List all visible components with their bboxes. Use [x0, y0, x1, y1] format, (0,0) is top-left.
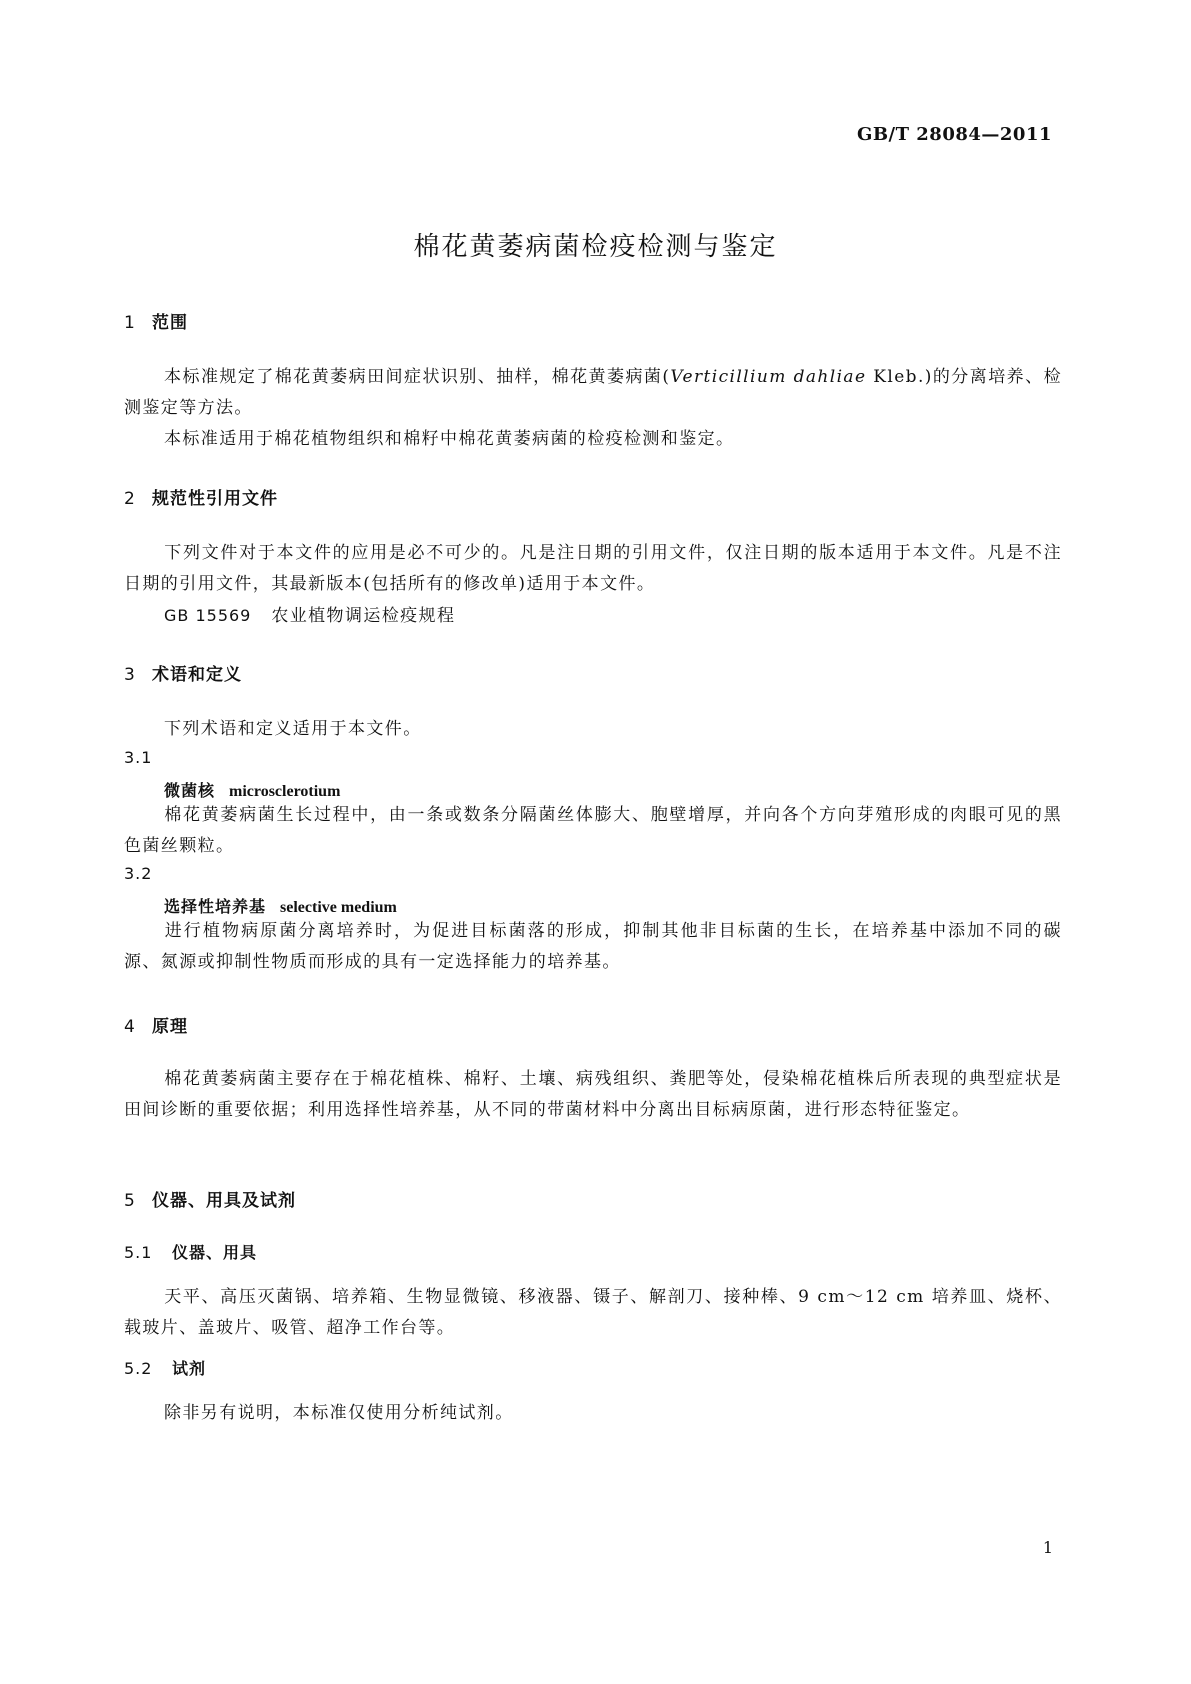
term-english: microsclerotium	[229, 783, 341, 800]
subsection-5-1-paragraph: 天平、高压灭菌锅、培养箱、生物显微镜、移液器、镊子、解剖刀、接种棒、9 cm～12 cm 培养皿、烧杯、载玻片、盖玻片、吸管、超净工作台等。	[124, 1287, 1062, 1338]
section-5-heading	[124, 1186, 296, 1211]
section-number: 3	[124, 665, 136, 685]
section-title: 原理	[152, 1017, 188, 1037]
subsection-title: 仪器、用具	[172, 1243, 258, 1262]
term-3-2-number: 3.2	[124, 864, 153, 883]
section-number: 5	[124, 1191, 136, 1211]
reference-title: 农业植物调运检疫规程	[271, 606, 456, 626]
section-title: 规范性引用文件	[152, 489, 278, 509]
reference-code: GB 15569	[164, 606, 252, 625]
page-number: 1	[1042, 1538, 1053, 1557]
document-title: 棉花黄萎病菌检疫检测与鉴定	[413, 232, 778, 262]
term-chinese: 微菌核	[164, 781, 216, 800]
section-1-paragraph-2: 本标准适用于棉花植物组织和棉籽中棉花黄萎病菌的检疫检测和鉴定。	[164, 429, 735, 449]
term-3-2-definition: 进行植物病原菌分离培养时，为促进目标菌落的形成，抑制其他非目标菌的生长，在培养基中添加不同的碳源、氮源或抑制性物质而形成的具有一定选择能力的培养基。	[124, 921, 1062, 972]
section-title: 仪器、用具及试剂	[152, 1191, 296, 1211]
section-2-heading	[124, 484, 278, 509]
standard-code: GB/T 28084—2011	[856, 124, 1052, 145]
normative-reference	[124, 600, 1062, 632]
species-name: Verticillium dahliae	[670, 367, 867, 387]
term-chinese: 选择性培养基	[164, 897, 267, 916]
subsection-5-2-heading	[124, 1356, 206, 1379]
subsection-5-1-heading	[124, 1240, 257, 1263]
term-3-1-number: 3.1	[124, 748, 153, 767]
section-3-heading	[124, 660, 242, 685]
section-4-heading	[124, 1012, 188, 1037]
section-title: 范围	[152, 313, 188, 333]
section-4-paragraph-1: 棉花黄萎病菌主要存在于棉花植株、棉籽、土壤、病残组织、粪肥等处，侵染棉花植株后所表现的典型症状是田间诊断的重要依据；利用选择性培养基，从不同的带菌材料中分离出目标病原菌，进行形态特征鉴定。	[124, 1069, 1062, 1120]
section-1-heading	[124, 308, 188, 333]
term-3-1-heading	[164, 778, 340, 801]
subsection-5-2-paragraph: 除非另有说明，本标准仅使用分析纯试剂。	[164, 1403, 514, 1423]
section-number: 2	[124, 489, 136, 509]
subsection-number: 5.1	[124, 1243, 153, 1262]
section-2-paragraph-1: 下列文件对于本文件的应用是必不可少的。凡是注日期的引用文件，仅注日期的版本适用于本文件。凡是不注日期的引用文件，其最新版本(包括所有的修改单)适用于本文件。	[124, 543, 1062, 594]
section-title: 术语和定义	[152, 665, 242, 685]
subsection-number: 5.2	[124, 1359, 153, 1378]
term-3-2-heading	[164, 894, 397, 917]
section-1-paragraph-1: 本标准规定了棉花黄萎病田间症状识别、抽样，棉花黄萎病菌(Verticillium dahliae Kleb.)的分离培养、检测鉴定等方法。	[124, 367, 1062, 418]
section-3-paragraph-1: 下列术语和定义适用于本文件。	[164, 719, 422, 739]
term-english: selective medium	[280, 899, 397, 916]
subsection-title: 试剂	[172, 1359, 207, 1378]
section-number: 1	[124, 313, 136, 333]
term-3-1-definition: 棉花黄萎病菌生长过程中，由一条或数条分隔菌丝体膨大、胞壁增厚，并向各个方向芽殖形成的肉眼可见的黑色菌丝颗粒。	[124, 805, 1062, 856]
section-number: 4	[124, 1017, 136, 1037]
